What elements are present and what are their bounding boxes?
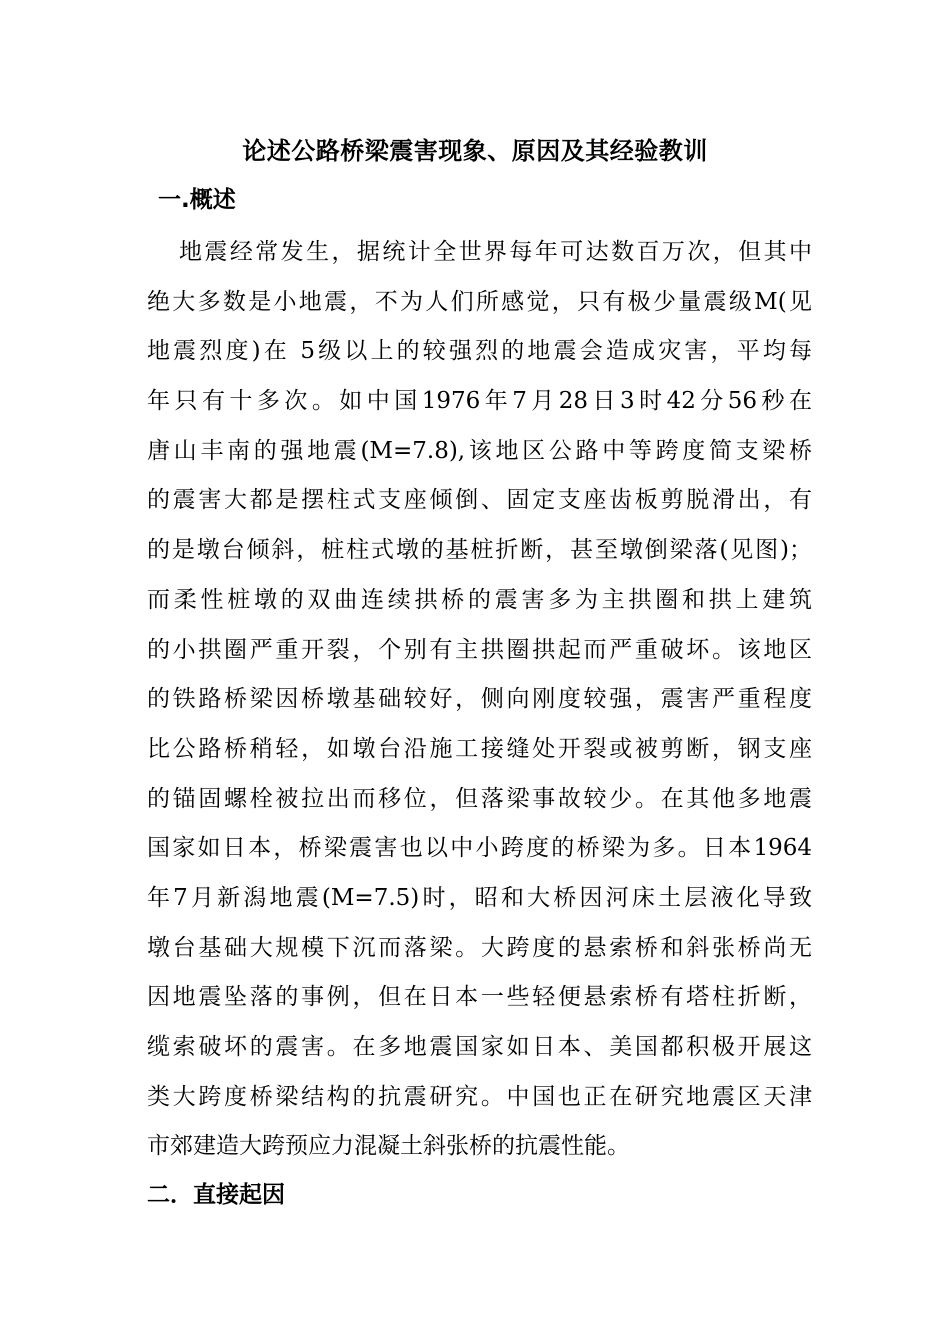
paragraph-line: 因地震坠落的事例，但在日本一些轻便悬索桥有塔柱折断， — [147, 984, 812, 1011]
paragraph-line: 而柔性桩墩的双曲连续拱桥的震害多为主拱圈和拱上建筑 — [147, 586, 812, 613]
section-heading-overview: 一.概述 — [158, 187, 236, 213]
paragraph-line: 的锚固螺栓被拉出而移位，但落梁事故较少。在其他多地震 — [147, 785, 812, 812]
paragraph-line: 年只有十多次。如中国1976年7月28日3时42分56秒在 — [147, 388, 812, 415]
paragraph-line: 类大跨度桥梁结构的抗震研究。中国也正在研究地震区天津 — [147, 1083, 812, 1110]
paragraph-line: 的是墩台倾斜，桩柱式墩的基桩折断，甚至墩倒梁落(见图)； — [147, 537, 812, 564]
paragraph-line: 墩台基础大规模下沉而落梁。大跨度的悬索桥和斜张桥尚无 — [147, 934, 812, 961]
paragraph-line: 的铁路桥梁因桥墩基础较好，侧向刚度较强，震害严重程度 — [147, 686, 812, 713]
overview-paragraph — [147, 228, 812, 1172]
paragraph-line: 地震经常发生，据统计全世界每年可达数百万次，但其中 — [179, 239, 812, 265]
paragraph-line: 地震烈度)在 5级以上的较强烈的地震会造成灾害，平均每 — [147, 338, 812, 365]
paragraph-line: 缆索破坏的震害。在多地震国家如日本、美国都积极开展这 — [147, 1034, 812, 1060]
paragraph-line: 年7月新潟地震(M=7.5)时，昭和大桥因河床土层液化导致 — [147, 884, 812, 911]
paragraph-line: 国家如日本，桥梁震害也以中小跨度的桥梁为多。日本1964 — [147, 835, 812, 862]
section-heading-direct-causes: 二．直接起因 — [147, 1182, 285, 1208]
paragraph-line: 的震害大都是摆柱式支座倾倒、固定支座齿板剪脱滑出，有 — [147, 487, 812, 514]
paragraph-line: 比公路桥稍轻，如墩台沿施工接缝处开裂或被剪断，钢支座 — [147, 735, 812, 762]
document-title: 论述公路桥梁震害现象、原因及其经验教训 — [242, 137, 708, 165]
paragraph-line: 的小拱圈严重开裂，个别有主拱圈拱起而严重破坏。该地区 — [147, 636, 812, 663]
paragraph-line: 唐山丰南的强地震(M=7.8),该地区公路中等跨度简支梁桥 — [147, 437, 812, 464]
paragraph-line: 绝大多数是小地震，不为人们所感觉，只有极少量震级M(见 — [147, 288, 812, 315]
paragraph-line: 市郊建造大跨预应力混凝土斜张桥的抗震性能。 — [147, 1133, 630, 1160]
